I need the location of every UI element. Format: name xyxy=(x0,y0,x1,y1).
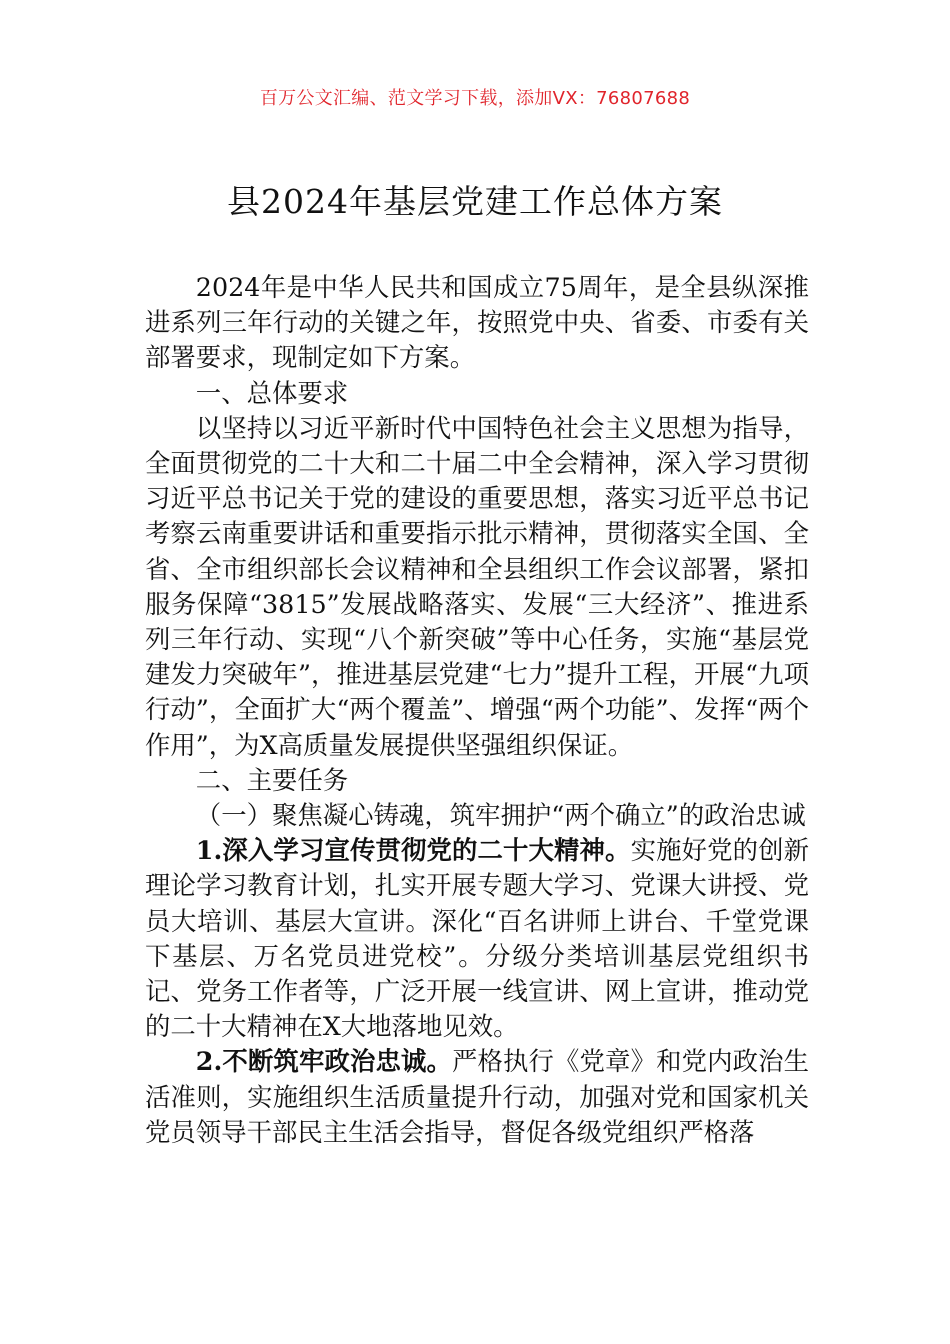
section-heading-main-tasks xyxy=(145,763,809,798)
intro-paragraph xyxy=(145,270,809,376)
task-item-1 xyxy=(145,833,809,1044)
paragraph-text: 严格执行《党章》和党内政治生活准则，实施组织生活质量提升行动，加强对党和国家机关党员领导干部民主生活会指导，督促各级党组织严格落 xyxy=(145,1046,809,1147)
subsection-heading-1 xyxy=(145,798,809,833)
paragraph-text: 2024年是中华人民共和国成立75周年，是全县纵深推进系列三年行动的关键之年，按照党中央、省委、市委有关部署要求，现制定如下方案。 xyxy=(145,272,809,373)
task-item-2 xyxy=(145,1044,809,1150)
document-body xyxy=(145,270,809,1150)
page-title: 县2024年基层党建工作总体方案 xyxy=(227,182,723,221)
paragraph-text: 以坚持以习近平新时代中国特色社会主义思想为指导，全面贯彻党的二十大和二十届二中全会精神，深入学习贯彻习近平总书记关于党的建设的重要思想，落实习近平总书记考察云南重要讲话和重要指示批示精神，贯彻落实全国、全省、全市组织部长会议精神和全县组织工作会议部署，紧扣服务保障“3815”发展战略落实、发展“三大经济”、推进系列三年行动、实现“八个新突破”等中心任务，实施“基层党建发力突破年”，推进基层党建“七力”提升工程，开展“九项行动”，全面扩大“两个覆盖”、增强“两个功能”、发挥“两个作用”，为X高质量发展提供坚强组织保证。 xyxy=(145,412,809,760)
heading-text: 二、主要任务 xyxy=(195,764,349,795)
heading-text: 一、总体要求 xyxy=(195,377,349,408)
task-item-lead: 1.深入学习宣传贯彻党的二十大精神。 xyxy=(195,835,631,866)
task-item-lead: 2.不断筑牢政治忠诚。 xyxy=(195,1046,452,1077)
general-requirements-paragraph xyxy=(145,411,809,763)
header-banner: 百万公文汇编、范文学习下载，添加VX：76807688 xyxy=(259,88,691,109)
heading-text: （一）聚焦凝心铸魂，筑牢拥护“两个确立”的政治忠诚 xyxy=(195,800,806,831)
paragraph-text: 实施好党的创新理论学习教育计划，扎实开展专题大学习、党课大讲授、党员大培训、基层大宣讲。深化“百名讲师上讲台、千堂党课下基层、万名党员进党校”。分级分类培训基层党组织书记、党务工作者等，广泛开展一线宣讲、网上宣讲，推动党的二十大精神在X大地落地见效。 xyxy=(145,835,810,1042)
section-heading-general-requirements xyxy=(145,376,809,411)
